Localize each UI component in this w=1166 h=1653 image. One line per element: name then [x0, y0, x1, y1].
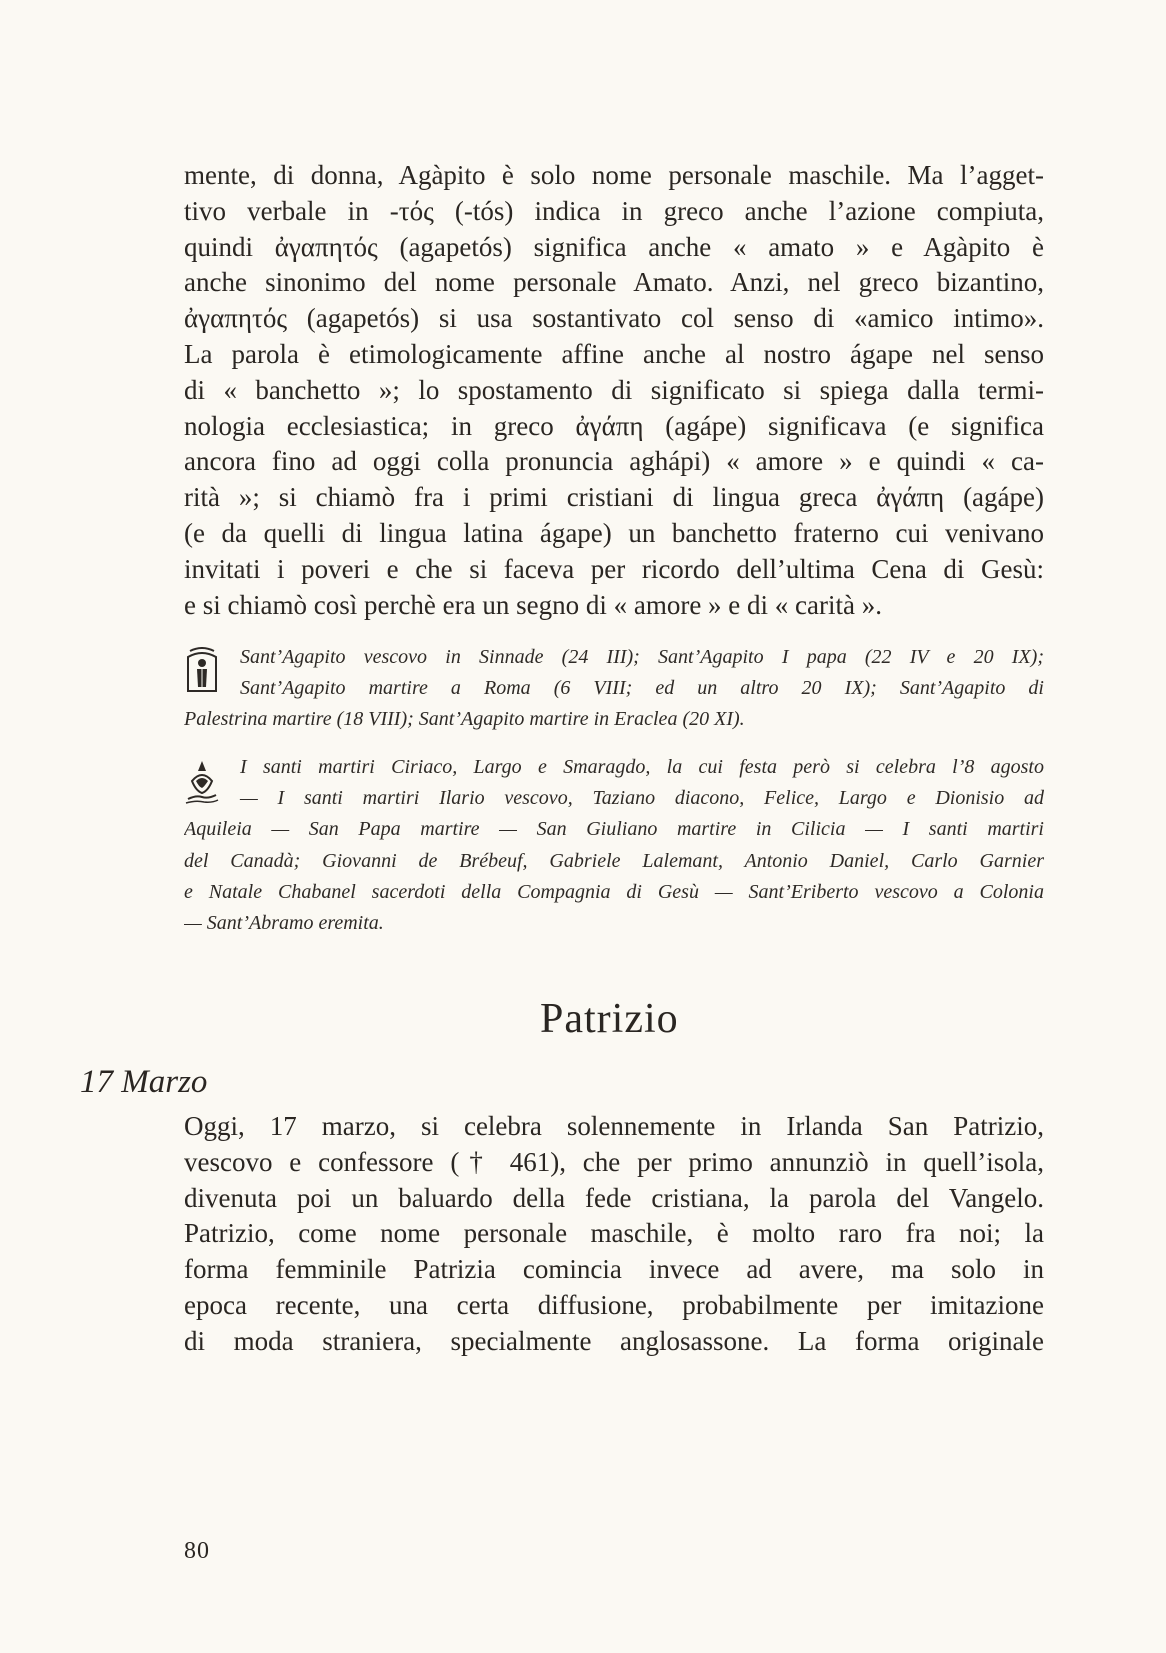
text-line: ancora fino ad oggi colla pronuncia aghápi) « amore » e quindi « ca- [184, 446, 1044, 477]
text-line: di moda straniera, specialmente anglosassone. La forma originale [184, 1325, 1044, 1356]
text-line: forma femminile Patrizia comincia invece ad avere, ma solo in [184, 1254, 1044, 1285]
text-line: vescovo e confessore († 461), che per primo annunziò in quell’isola, [184, 1146, 1044, 1177]
paragraph-agapito [184, 158, 1044, 623]
note-saints-of-day [184, 752, 1044, 939]
text-line: Oggi, 17 marzo, si celebra solennemente in Irlanda San Patrizio, [184, 1111, 1044, 1141]
text-line: mente, di donna, Agàpito è solo nome personale maschile. Ma l’agget- [184, 160, 1044, 190]
note-line: Aquileia — San Papa martire — San Giuliano martire in Cilicia — I santi martiri [184, 818, 1044, 841]
text-line: invitati i poveri e che si faceva per ricordo dell’ultima Cena di Gesù: [184, 553, 1044, 584]
text-line: quindi ἀγαπητός (agapetós) significa anche « amato » e Agàpito è [184, 231, 1044, 262]
text-line: epoca recente, una certa diffusione, probabilmente per imitazione [184, 1289, 1044, 1320]
note-line: Sant’Agapito vescovo in Sinnade (24 III); Sant’Agapito I papa (22 IV e 20 IX); [240, 646, 1044, 668]
text-line: La parola è etimologicamente affine anche al nostro ágape nel senso [184, 338, 1044, 369]
note-line: — I santi martiri Ilario vescovo, Taziano diacono, Felice, Largo e Dionisio ad [240, 787, 1044, 810]
section-date: 17 Marzo [80, 1064, 208, 1100]
text-line: di « banchetto »; lo spostamento di significato si spiega dalla termi- [184, 374, 1044, 405]
note-line: — Sant’Abramo eremita. [184, 911, 384, 934]
section-title: Patrizio [540, 996, 679, 1042]
text-line: rità »; si chiamò fra i primi cristiani di lingua greca ἀγάπη (agápe) [184, 482, 1044, 513]
note-line: I santi martiri Ciriaco, Largo e Smaragdo, la cui festa però si celebra l’8 agosto [240, 756, 1044, 778]
text-line: nologia ecclesiastica; in greco ἀγάπη (agápe) significava (e significa [184, 410, 1044, 441]
text-line: e si chiamò così perchè era un segno di « amore » e di « carità ». [184, 589, 882, 620]
note-line: e Natale Chabanel sacerdoti della Compagnia di Gesù — Sant’Eriberto vescovo a Colonia [184, 880, 1044, 903]
note-line: del Canadà; Giovanni de Brébeuf, Gabriele Lalemant, Antonio Daniel, Carlo Garnier [184, 849, 1044, 872]
note-line: Sant’Agapito martire a Roma (6 VIII; ed un altro 20 IX); Sant’Agapito di [240, 677, 1044, 700]
text-line: Patrizio, come nome personale maschile, è molto raro fra noi; la [184, 1218, 1044, 1249]
page-number: 80 [184, 1538, 210, 1564]
paragraph-patrizio [184, 1109, 1044, 1360]
note-saints-agapito [184, 642, 1044, 736]
text-line: ἀγαπητός (agapetós) si usa sostantivato col senso di «amico intimo». [184, 303, 1044, 334]
note-line: Palestrina martire (18 VIII); Sant’Agapito martire in Eraclea (20 XI). [184, 708, 745, 731]
text-line: (e da quelli di lingua latina ágape) un banchetto fraterno cui venivano [184, 517, 1044, 548]
text-line: divenuta poi un baluardo della fede cristiana, la parola del Vangelo. [184, 1182, 1044, 1213]
text-line: tivo verbale in -τός (-tós) indica in greco anche l’azione compiuta, [184, 195, 1044, 226]
text-line: anche sinonimo del nome personale Amato. Anzi, nel greco bizantino, [184, 267, 1044, 298]
